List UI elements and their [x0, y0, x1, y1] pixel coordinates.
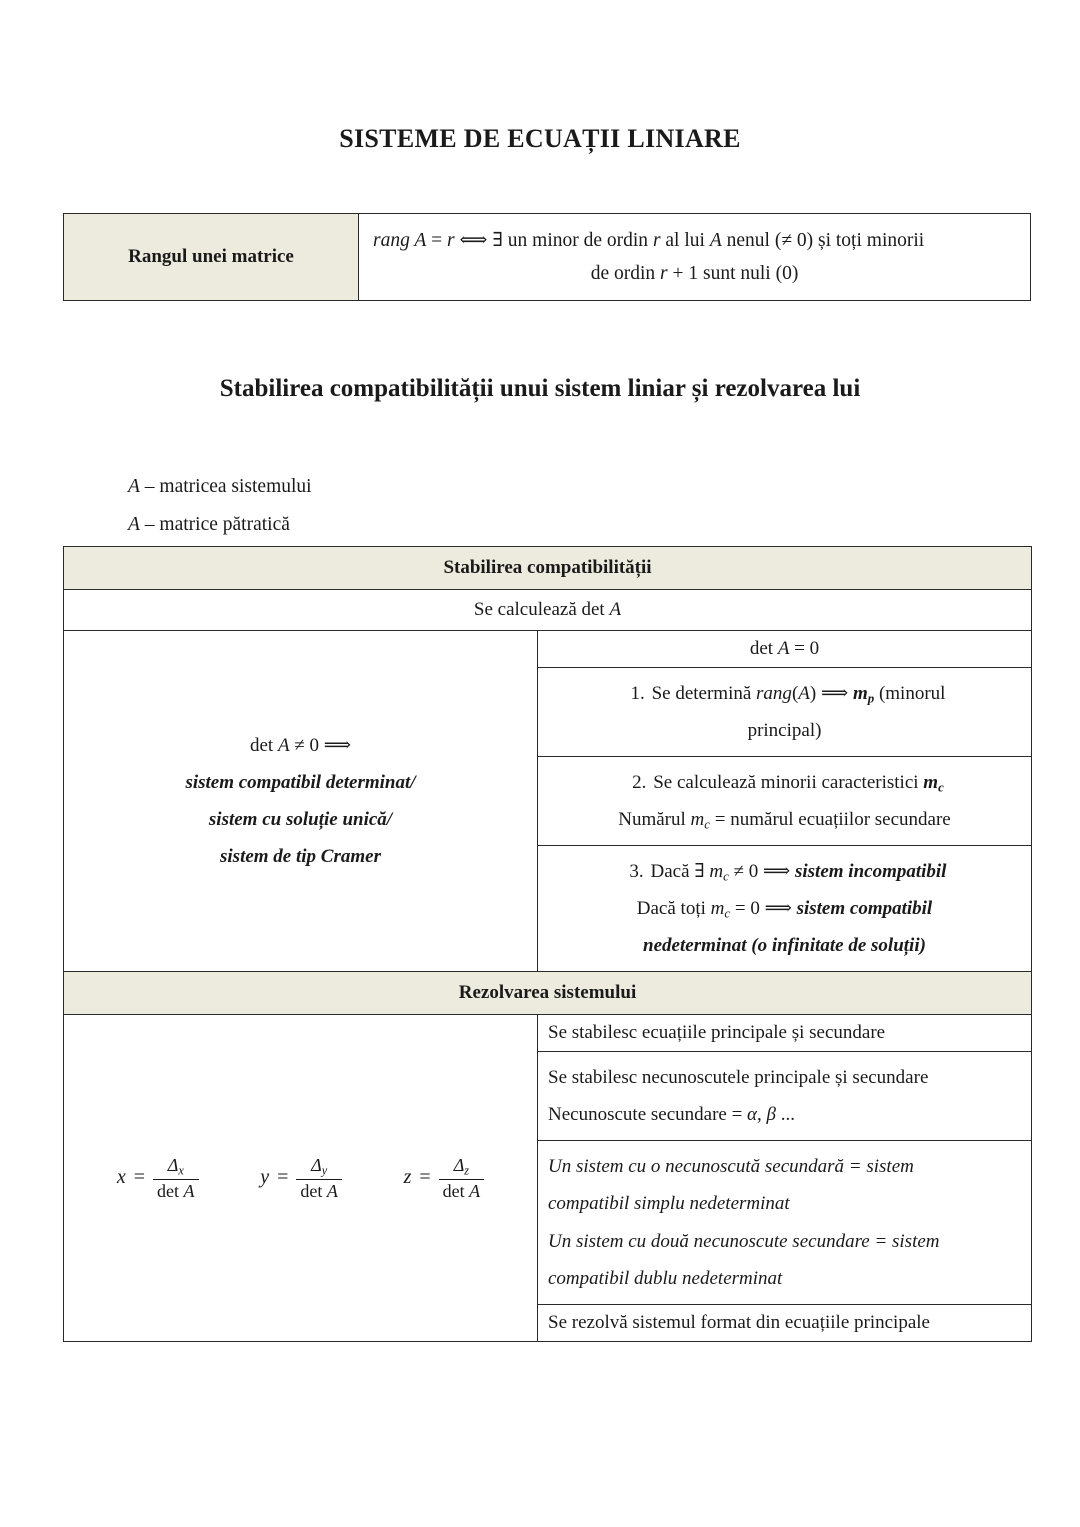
left-line-2: sistem compatibil determinat/: [185, 772, 416, 794]
step-3-line-3: nedeterminat (o infinitate de soluții): [643, 935, 926, 957]
rank-formula-cell: [359, 214, 1031, 301]
legend-line-2: A – matrice pătratică: [128, 514, 290, 536]
equals-sign: =: [419, 1166, 431, 1189]
band-rezolvarea-sistemului: Rezolvarea sistemului: [64, 972, 1032, 1015]
solving-row-2: [538, 1052, 1032, 1141]
step-3-marker: 3.: [629, 861, 644, 883]
left-column-cramer-case: [64, 631, 538, 972]
fraction-z: [439, 1155, 485, 1201]
left-line-4: sistem de tip Cramer: [220, 846, 381, 868]
fraction-y: [296, 1155, 342, 1201]
step-2-line-2: Numărul $m_c$ = numărul ecuațiilor secundare: [618, 809, 951, 832]
fraction-denominator-y: det A: [296, 1179, 342, 1201]
solving-row-2-line-1: Se stabilesc necunoscutele principale și secundare: [548, 1067, 929, 1089]
table-row-band-compatibility: [64, 547, 1032, 590]
calc-det-cell: Se calculează det A: [64, 590, 1032, 631]
page-title: SISTEME DE ECUAȚII LINIARE: [339, 124, 741, 153]
step-1-cell: [538, 668, 1032, 757]
solving-row-2-line-2: Necunoscute secundare = α, β ...: [548, 1104, 795, 1126]
equals-sign: =: [133, 1166, 146, 1189]
cramer-formula-row: [74, 1151, 527, 1205]
step-3-line-2: Dacă toți $m_c = 0$ ⟹ sistem compatibil: [636, 898, 933, 921]
fraction-denominator-z: det A: [439, 1179, 485, 1201]
step-1-line-1: 1. Se determină rang(A) ⟹ $m_p$ (minorul: [548, 675, 1021, 712]
left-line-1: det A ≠ 0 ⟹: [250, 735, 351, 757]
solving-row-3-line-1: Un sistem cu o necunoscută secundară = sistem: [548, 1156, 914, 1178]
legend-line-1: A – matricea sistemului: [128, 476, 312, 497]
solving-row-3: [538, 1141, 1032, 1304]
table-row: [64, 214, 1031, 301]
cramer-formulas-cell: [64, 1015, 538, 1341]
step-2-line-1: 2. Se calculează minorii caracteristici $m_c$: [548, 764, 1021, 801]
fraction-numerator-z: $\Delta_z$: [453, 1154, 470, 1178]
cramer-formula-x: [117, 1155, 199, 1201]
step-2-cell: [538, 757, 1032, 846]
table-row-det-zero: [64, 631, 1032, 668]
legend-block: [128, 468, 312, 544]
step-1-marker: 1.: [630, 683, 645, 704]
cramer-formula-z: [404, 1155, 485, 1201]
cramer-lhs-x: x: [116, 1166, 126, 1189]
solving-row-3-line-3: Un sistem cu două necunoscute secundare = sistem: [548, 1230, 940, 1252]
solving-row-3-line-4: compatibil dublu nedeterminat: [548, 1267, 783, 1289]
step-3-line-1: 3. Dacă ∃ $m_c \ne 0$ ⟹ sistem incompatibil: [548, 853, 1021, 890]
table-row-calc-det: [64, 590, 1032, 631]
solving-row-1: Se stabilesc ecuațiile principale și secundare: [538, 1015, 1032, 1052]
cramer-formula-y: [260, 1155, 342, 1201]
step-1-line-2: principal): [747, 720, 822, 742]
table-row-band-solving: [64, 972, 1032, 1015]
cramer-lhs-z: z: [403, 1166, 412, 1189]
cramer-lhs-y: y: [260, 1166, 270, 1189]
fraction-numerator-y: $\Delta_y$: [311, 1154, 328, 1178]
compatibility-solving-table: [63, 546, 1032, 1342]
rank-formula-line-2: de ordin r + 1 sunt nuli (0): [590, 263, 799, 285]
table-row-solving-1: [64, 1015, 1032, 1052]
rank-label-cell: Rangul unei matrice: [64, 214, 359, 301]
step-2-marker: 2.: [632, 772, 647, 794]
solving-row-3-line-2: compatibil simplu nedeterminat: [548, 1193, 790, 1215]
fraction-x: [153, 1155, 199, 1201]
rank-definition-table: [63, 213, 1031, 301]
det-zero-cell: det A = 0: [538, 631, 1032, 668]
left-column-lines: [74, 727, 527, 875]
fraction-denominator-x: det A: [153, 1179, 199, 1201]
solving-row-4: Se rezolvă sistemul format din ecuațiile principale: [538, 1304, 1032, 1341]
left-line-3: sistem cu soluție unică/: [208, 809, 393, 831]
equals-sign: =: [277, 1166, 289, 1189]
section-heading: Stabilirea compatibilității unui sistem liniar și rezolvarea lui: [219, 375, 861, 402]
fraction-numerator-x: $\Delta_x$: [167, 1154, 184, 1178]
rank-formula-line-1: rang A = r ⟺ ∃ un minor de ordin r al lui A nenul (≠ 0) și toți minorii: [373, 230, 925, 251]
step-3-cell: [538, 846, 1032, 972]
band-stabilirea-compatibilitatii: Stabilirea compatibilității: [64, 547, 1032, 590]
